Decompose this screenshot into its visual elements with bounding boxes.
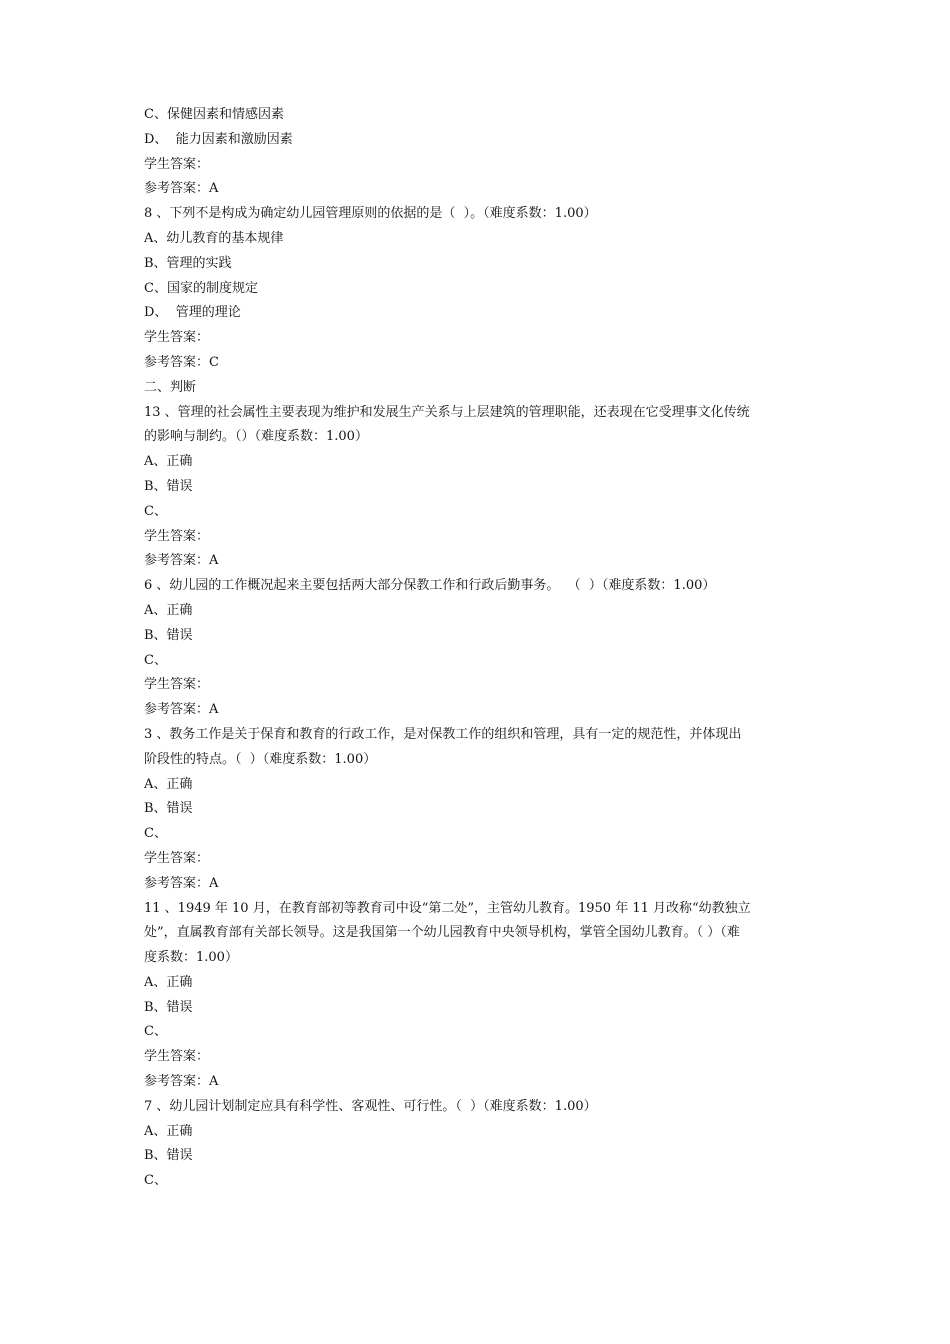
text-line: 学生答案： bbox=[144, 330, 210, 346]
text-line: 度系数：1.00） bbox=[144, 950, 238, 966]
text-line: A、正确 bbox=[144, 602, 193, 618]
text-line: 学生答案： bbox=[144, 528, 210, 544]
text-line: 参考答案：A bbox=[144, 181, 219, 197]
text-line: B、错误 bbox=[144, 478, 193, 494]
text-line: 3 、教务工作是关于保育和教育的行政工作，是对保教工作的组织和管理，具有一定的规范性，并体现出 bbox=[144, 726, 742, 742]
text-line: 学生答案： bbox=[144, 156, 210, 172]
text-line: 13 、管理的社会属性主要表现为维护和发展生产关系与上层建筑的管理职能，还表现在它受理事文化传统 bbox=[144, 404, 750, 420]
text-line: 7 、幼儿园计划制定应具有科学性、客观性、可行性。（ ）（难度系数：1.00） bbox=[144, 1098, 597, 1114]
document-page bbox=[144, 103, 814, 1194]
text-line: A、正确 bbox=[144, 1123, 193, 1139]
text-line: B、错误 bbox=[144, 999, 193, 1015]
text-line: 学生答案： bbox=[144, 677, 210, 693]
text-line: 参考答案：A bbox=[144, 1074, 219, 1090]
text-line: 二、判断 bbox=[144, 379, 197, 395]
text-line: 参考答案：C bbox=[144, 354, 219, 370]
text-line: 参考答案：A bbox=[144, 875, 219, 891]
text-line: C、 bbox=[144, 1173, 167, 1189]
text-line: C、国家的制度规定 bbox=[144, 280, 258, 296]
text-line: A、正确 bbox=[144, 776, 193, 792]
text-line: A、正确 bbox=[144, 454, 193, 470]
text-line: 学生答案： bbox=[144, 850, 210, 866]
text-line: C、保健因素和情感因素 bbox=[144, 107, 284, 122]
text-line: C、 bbox=[144, 826, 167, 842]
text-line: B、管理的实践 bbox=[144, 255, 232, 271]
text-line: 阶段性的特点。（ ）（难度系数：1.00） bbox=[144, 751, 377, 767]
text-line: 参考答案：A bbox=[144, 702, 219, 718]
text-line: D、 管理的理论 bbox=[144, 305, 241, 321]
text-line: 学生答案： bbox=[144, 1049, 210, 1065]
text-line: C、 bbox=[144, 1024, 167, 1040]
text-line: 11 、1949 年 10 月，在教育部初等教育司中设“第二处”，主管幼儿教育。1950 年 11 月改称“幼教独立 bbox=[144, 900, 751, 916]
text-line: 8 、下列不是构成为确定幼儿园管理原则的依据的是（ ）。（难度系数：1.00） bbox=[144, 206, 597, 222]
text-line: C、 bbox=[144, 652, 167, 668]
text-line: B、错误 bbox=[144, 801, 193, 817]
text-line: 参考答案：A bbox=[144, 553, 219, 569]
text-line: A、幼儿教育的基本规律 bbox=[144, 230, 284, 246]
text-line: D、 能力因素和激励因素 bbox=[144, 131, 293, 147]
text-line: 6 、幼儿园的工作概况起来主要包括两大部分保教工作和行政后勤事务。 （ ）（难度系数：1.00） bbox=[144, 578, 716, 594]
text-line: C、 bbox=[144, 503, 167, 519]
text-line: 处”，直属教育部有关部长领导。这是我国第一个幼儿园教育中央领导机构，掌管全国幼儿教育。（ ）（难 bbox=[144, 925, 740, 941]
text-line: B、错误 bbox=[144, 627, 193, 643]
text-line: 的影响与制约。（）（难度系数：1.00） bbox=[144, 429, 368, 445]
text-line: B、错误 bbox=[144, 1148, 193, 1164]
text-line: A、正确 bbox=[144, 974, 193, 990]
